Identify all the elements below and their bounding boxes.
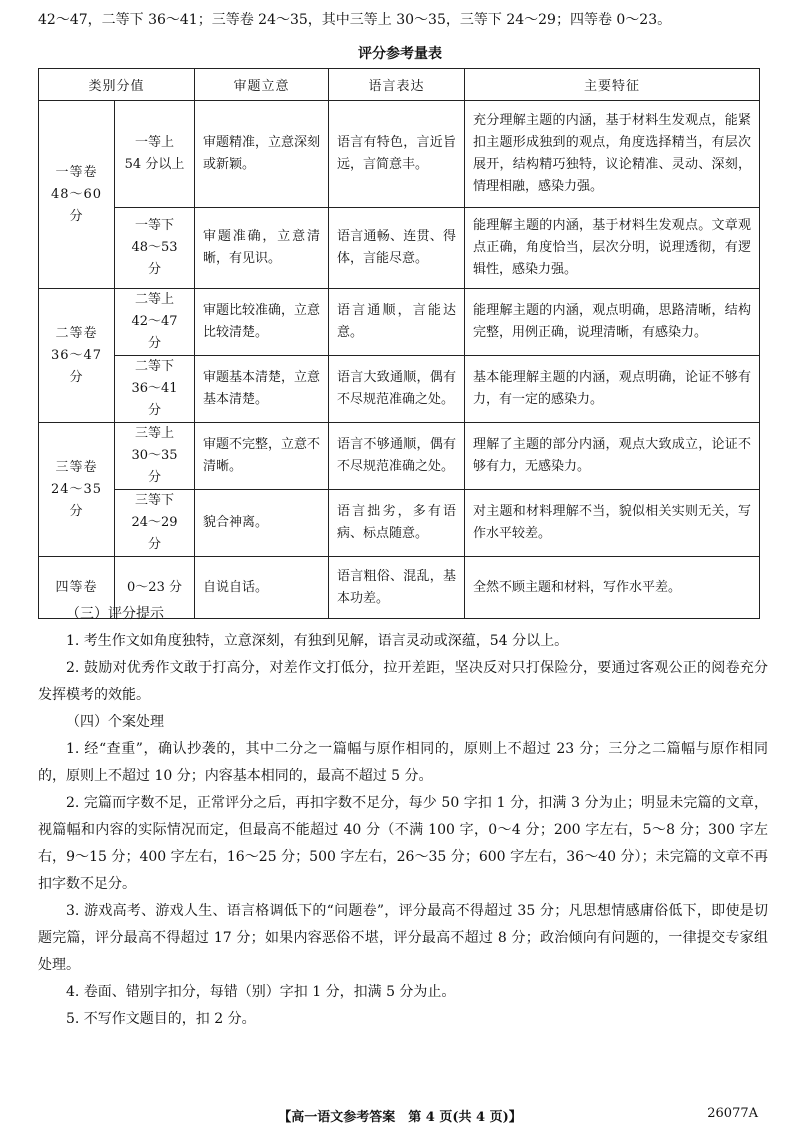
sub-grade-name: 三等下 [135, 493, 175, 508]
table-row [39, 356, 760, 423]
shenti-cell: 审题基本清楚，立意基本清楚。 [195, 356, 329, 423]
yuyan-cell: 语言通顺，言能达意。 [329, 289, 465, 356]
shenti-cell: 自说自话。 [195, 557, 329, 619]
yuyan-cell: 语言通畅、连贯、得体，言能尽意。 [329, 208, 465, 289]
sub-grade-name: 二等下 [135, 359, 175, 374]
case-item: 3. 游戏高考、游戏人生、语言格调低下的“问题卷”，评分最高不得超过 35 分；凡思想情感庸俗低下，即使是切题完篇，评分最高不得超过 17 分；如果内容恶俗不堪，评分最高不超过 8 分；政治倾向有问题的，一律提交专家组处理。 [38, 903, 768, 973]
shenti-cell: 审题比较准确，立意比较清楚。 [195, 289, 329, 356]
yuyan-cell: 语言有特色，言近旨远，言简意丰。 [329, 101, 465, 208]
sub-grade-name: 一等下 [135, 218, 175, 233]
sub-grade-name: 三等上 [135, 426, 175, 441]
tezheng-cell: 对主题和材料理解不当，貌似相关实则无关，写作水平较差。 [465, 490, 760, 557]
case-item: 2. 完篇而字数不足，正常评分之后，再扣字数不足分，每少 50 字扣 1 分，扣满 3 分为止；明显未完篇的文章，视篇幅和内容的实际情况而定，但最高不能超过 40 分（不满 100 字，0～4 分；200 字左右，5～8 分；300 字左右，9～15 分；400 字左右，16～25 分；500 字左右，26～35 分；600 字左右，36～40 分）；未完篇的文章不再扣字数不足分。 [38, 795, 768, 892]
sub-grade-range: 48～53 分 [131, 240, 178, 277]
sub-grade [115, 289, 195, 356]
sub-grade-range: 24～29 分 [131, 515, 178, 552]
sub-grade-name: 一等上 [135, 135, 175, 150]
section-heading: （四）个案处理 [66, 714, 164, 730]
tezheng-cell: 基本能理解主题的内涵，观点明确，论证不够有力，有一定的感染力。 [465, 356, 760, 423]
sub-grade [115, 101, 195, 208]
tip-item: 2. 鼓励对优秀作文敢于打高分，对差作文打低分，拉开差距，坚决反对只打保险分，要通过客观公正的阅卷充分发挥模考的效能。 [38, 660, 768, 703]
grade-range: 48～60 分 [50, 186, 103, 224]
yuyan-cell: 语言粗俗、混乱，基本功差。 [329, 557, 465, 619]
table-row [39, 490, 760, 557]
page-footer: 【高一语文参考答案 第 4 页(共 4 页)】 [278, 1110, 522, 1125]
header-category: 类别分值 [39, 69, 195, 101]
scoring-notes [38, 601, 768, 1033]
tezheng-cell: 能理解主题的内涵，观点明确，思路清晰，结构完整，用例正确，说理清晰，有感染力。 [465, 289, 760, 356]
grade-category [39, 101, 115, 289]
case-item: 4. 卷面、错别字扣分，每错（别）字扣 1 分，扣满 5 分为止。 [66, 984, 456, 1000]
shenti-cell: 貌合神离。 [195, 490, 329, 557]
shenti-cell: 审题不完整，立意不清晰。 [195, 423, 329, 490]
tezheng-cell: 全然不顾主题和材料，写作水平差。 [465, 557, 760, 619]
sub-grade-name: 二等上 [135, 292, 175, 307]
table-row [39, 423, 760, 490]
table-row [39, 289, 760, 356]
grade-range: 0～23 分 [115, 557, 195, 619]
header-shenti: 审题立意 [195, 69, 329, 101]
top-score-line: 42～47，二等下 36～41；三等卷 24～35，其中三等上 30～35，三等下 24～29；四等卷 0～23。 [38, 12, 672, 28]
sub-grade-range: 36～41 分 [131, 381, 178, 418]
tip-item: 1. 考生作文如角度独特，立意深刻，有独到见解，语言灵动或深蕴，54 分以上。 [66, 633, 569, 649]
grade-name: 一等卷 [55, 164, 98, 180]
sub-grade [115, 490, 195, 557]
grade-name: 二等卷 [55, 325, 98, 341]
grading-table [38, 68, 760, 619]
tezheng-cell: 充分理解主题的内涵，基于材料生发观点，能紧扣主题形成独到的观点，角度选择精当，有层次展开，结构精巧独特，议论精准、灵动、深刻，情理相融，感染力强。 [465, 101, 760, 208]
sub-grade [115, 423, 195, 490]
case-item: 1. 经“查重”，确认抄袭的，其中二分之一篇幅与原作相同的，原则上不超过 23 分；三分之二篇幅与原作相同的，原则上不超过 10 分；内容基本相同的，最高不超过 5 分。 [38, 741, 768, 784]
sub-grade-range: 30～35 分 [131, 448, 178, 485]
grade-category: 四等卷 [39, 557, 115, 619]
tezheng-cell: 理解了主题的部分内涵，观点大致成立，论证不够有力，无感染力。 [465, 423, 760, 490]
sub-grade-range: 54 分以上 [124, 157, 185, 172]
sub-grade-range: 42～47 分 [131, 314, 178, 351]
table-row [39, 208, 760, 289]
grade-range: 24～35 分 [50, 481, 103, 519]
yuyan-cell: 语言大致通顺，偶有不尽规范准确之处。 [329, 356, 465, 423]
header-tezheng: 主要特征 [465, 69, 760, 101]
grade-range: 36～47 分 [50, 347, 103, 385]
table-header-row [39, 69, 760, 101]
sub-grade [115, 208, 195, 289]
grade-category [39, 289, 115, 423]
table-row [39, 101, 760, 208]
section-heading: （三）评分提示 [66, 606, 164, 622]
header-yuyan: 语言表达 [329, 69, 465, 101]
shenti-cell: 审题准确，立意清晰，有见识。 [195, 208, 329, 289]
grade-category [39, 423, 115, 557]
yuyan-cell: 语言拙劣，多有语病、标点随意。 [329, 490, 465, 557]
tezheng-cell: 能理解主题的内涵，基于材料生发观点。文章观点正确，角度恰当，层次分明，说理透彻，有逻辑性，感染力强。 [465, 208, 760, 289]
table-title: 评分参考量表 [358, 46, 442, 62]
paper-code: 26077A [707, 1106, 758, 1121]
sub-grade [115, 356, 195, 423]
case-item: 5. 不写作文题目的，扣 2 分。 [66, 1011, 256, 1027]
yuyan-cell: 语言不够通顺，偶有不尽规范准确之处。 [329, 423, 465, 490]
grade-name: 三等卷 [55, 459, 98, 475]
shenti-cell: 审题精准，立意深刻或新颖。 [195, 101, 329, 208]
